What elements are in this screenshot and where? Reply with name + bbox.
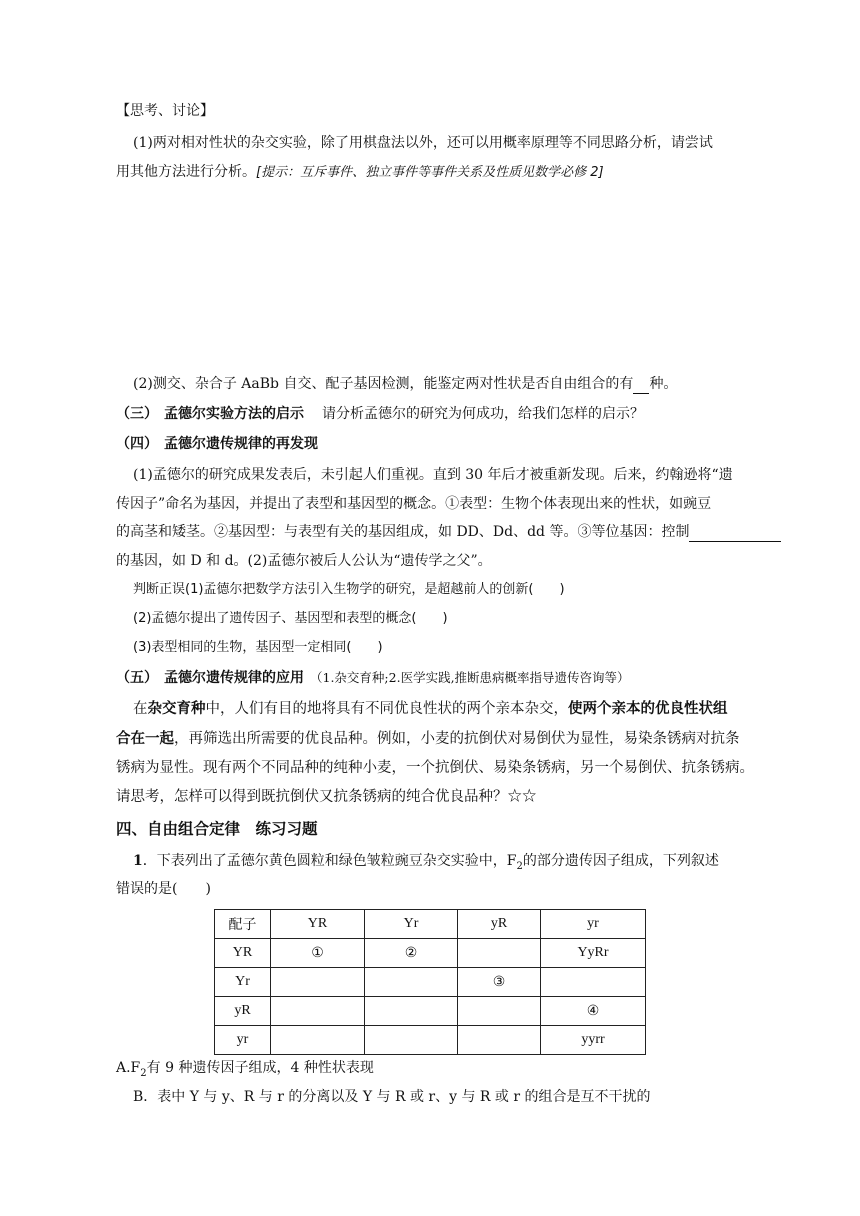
table-cell: 配子 bbox=[215, 910, 271, 939]
option-b: B．表中 Y 与 y、R 与 r 的分离以及 Y 与 R 或 r、y 与 R 或 r 的组合是互不干扰的 bbox=[133, 1089, 651, 1105]
table-cell: YR bbox=[271, 910, 365, 939]
text: ，再筛选出所需要的优良品种。例如，小麦的抗倒伏对易倒伏为显性，易染条锈病对抗条 bbox=[174, 731, 740, 747]
section5-para-line3: 锈病为显性。现有两个不同品种的纯种小麦，一个抗倒伏、易染条锈病，另一个易倒伏、抗条锈病。 bbox=[116, 760, 754, 776]
section4-line4: 的基因，如 D 和 d。(2)孟德尔被后人公认为“遗传学之父”。 bbox=[116, 553, 492, 569]
table-cell: yyrr bbox=[541, 1026, 646, 1055]
emphasis: 使两个亲本的优良性状组 bbox=[568, 700, 728, 717]
table-cell: ① bbox=[271, 939, 365, 968]
discussion-q1-line1: (1)两对相对性状的杂交实验，除了用棋盘法以外，还可以用概率原理等不同思路分析，请尝试 bbox=[133, 135, 713, 151]
section5-para-line4: 请思考，怎样可以得到既抗倒伏又抗条锈病的纯合优良品种？☆☆ bbox=[116, 789, 537, 805]
section5-heading bbox=[116, 668, 630, 688]
discussion-q2-suffix: 种。 bbox=[649, 376, 678, 392]
table-cell bbox=[365, 968, 458, 997]
subscript: 2 bbox=[140, 1067, 147, 1079]
table-cell bbox=[458, 997, 541, 1026]
table-cell: YR bbox=[215, 939, 271, 968]
table-row bbox=[215, 939, 646, 968]
section5-title: 孟德尔遗传规律的应用 bbox=[164, 670, 304, 686]
judge-3: (3)表型相同的生物，基因型一定相同( ) bbox=[133, 640, 383, 655]
table-cell: yR bbox=[215, 997, 271, 1026]
section4-label: （四） bbox=[116, 436, 158, 452]
fill-blank bbox=[689, 525, 781, 542]
table-cell: Yr bbox=[365, 910, 458, 939]
section5-note: （1.杂交育种;2.医学实践,推断患病概率指导遗传咨询等） bbox=[310, 670, 630, 685]
table-cell bbox=[271, 997, 365, 1026]
text: 有 9 种遗传因子组成，4 种性状表现 bbox=[146, 1060, 374, 1076]
discussion-q2-text: (2)测交、杂合子 AaBb 自交、配子基因检测，能鉴定两对性状是否自由组合的有 bbox=[133, 376, 634, 392]
table-cell: yr bbox=[215, 1026, 271, 1055]
table-cell bbox=[458, 1026, 541, 1055]
question-1-line1 bbox=[133, 851, 719, 877]
discussion-q1-text: 用其他方法进行分析。 bbox=[116, 164, 256, 180]
subscript: 2 bbox=[516, 860, 523, 872]
table-row bbox=[215, 1026, 646, 1055]
discussion-q1-line2 bbox=[116, 162, 604, 183]
section4-line3-text: 的高茎和矮茎。②基因型：与表型有关的基因组成，如 DD、Dd、dd 等。③等位基因：控制 bbox=[116, 524, 690, 540]
table-cell: ④ bbox=[541, 997, 646, 1026]
emphasis: 杂交育种 bbox=[147, 700, 206, 717]
question-1-line2: 错误的是( ) bbox=[116, 881, 211, 897]
section3-question: 请分析孟德尔的研究为何成功，给我们怎样的启示？ bbox=[322, 406, 644, 422]
question-number: 1 bbox=[133, 853, 143, 869]
judge-2: (2)孟德尔提出了遗传因子、基因型和表型的概念( ) bbox=[133, 611, 448, 626]
text: ．下表列出了孟德尔黄色圆粒和绿色皱粒豌豆杂交实验中，F bbox=[142, 853, 517, 869]
fill-blank bbox=[633, 377, 649, 394]
discussion-q1-hint: [提示：互斥事件、独立事件等事件关系及性质见数学必修 2] bbox=[256, 165, 604, 180]
text: A.F bbox=[116, 1060, 141, 1076]
text: 中，人们有目的地将具有不同优良性状的两个亲本杂交， bbox=[205, 701, 568, 717]
table-cell: YyRr bbox=[541, 939, 646, 968]
section4-line3 bbox=[116, 522, 781, 542]
gamete-table bbox=[214, 909, 646, 1055]
section3-title: 孟德尔实验方法的启示 bbox=[164, 406, 304, 422]
table-header-row bbox=[215, 910, 646, 939]
table-cell: ③ bbox=[458, 968, 541, 997]
section3 bbox=[116, 404, 644, 424]
emphasis: 合在一起 bbox=[116, 730, 174, 747]
table-row bbox=[215, 997, 646, 1026]
table-cell bbox=[458, 939, 541, 968]
table-cell: yR bbox=[458, 910, 541, 939]
discussion-q2 bbox=[133, 374, 677, 394]
section5-para-line1 bbox=[133, 699, 728, 719]
section4-title: 孟德尔遗传规律的再发现 bbox=[164, 436, 318, 452]
section4-heading bbox=[116, 434, 318, 454]
table-cell bbox=[271, 968, 365, 997]
exercises-heading: 四、自由组合定律 练习习题 bbox=[116, 820, 318, 838]
section5-label: （五） bbox=[116, 670, 158, 686]
discussion-title: 【思考、讨论】 bbox=[116, 103, 214, 119]
text: 的部分遗传因子组成，下列叙述 bbox=[522, 853, 719, 869]
section4-line1: (1)孟德尔的研究成果发表后，未引起人们重视。直到 30 年后才被重新发现。后来，约翰逊将“遗 bbox=[133, 467, 733, 483]
section5-para-line2 bbox=[116, 729, 740, 749]
section4-line2: 传因子”命名为基因，并提出了表型和基因型的概念。①表型：生物个体表现出来的性状，如豌豆 bbox=[116, 496, 712, 512]
option-a bbox=[116, 1058, 374, 1084]
table-cell: Yr bbox=[215, 968, 271, 997]
table-row bbox=[215, 968, 646, 997]
table-cell bbox=[271, 1026, 365, 1055]
section3-label: （三） bbox=[116, 406, 158, 422]
table-cell: ② bbox=[365, 939, 458, 968]
text: 在 bbox=[133, 701, 148, 717]
table-cell: yr bbox=[541, 910, 646, 939]
judge-1: 判断正误(1)孟德尔把数学方法引入生物学的研究，是超越前人的创新( ) bbox=[133, 582, 565, 597]
table-cell bbox=[365, 1026, 458, 1055]
table-cell bbox=[541, 968, 646, 997]
table-cell bbox=[365, 997, 458, 1026]
